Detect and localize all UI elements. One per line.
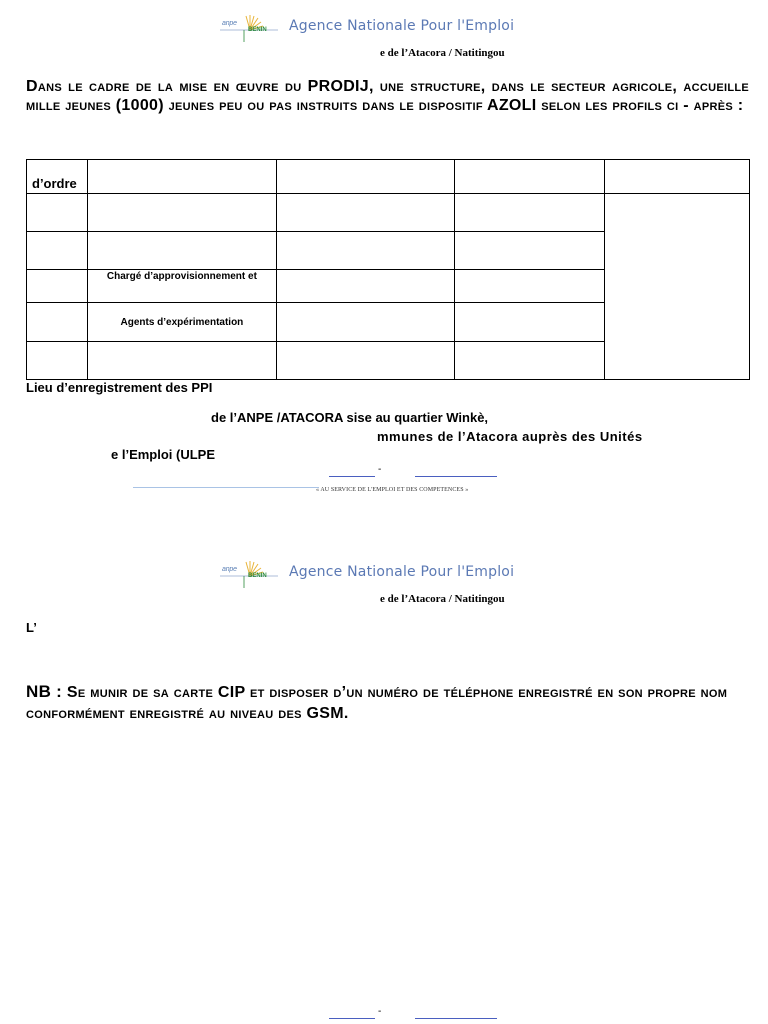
table-cell [454, 270, 605, 303]
footer-link-2[interactable] [415, 466, 497, 477]
table-cell [454, 160, 605, 194]
table-header-row [27, 160, 750, 194]
office-line: e de l’Atacora / Natitingou [380, 47, 505, 59]
table-cell [27, 232, 88, 270]
footer-dash: - [378, 1006, 382, 1017]
header-order-cell: d’ordre [27, 160, 88, 194]
table-cell [87, 160, 276, 194]
intro-paragraph: Dans le cadre de la mise en œuvre du PRODIJ, une structure, dans le secteur agricole, accueille mille jeunes (1000) jeunes peu ou pas instruits dans le dispositif AZOLI selon les profils ci - après : [26, 78, 749, 114]
logo-anpe-text: anpe [222, 20, 237, 27]
table-row [27, 194, 750, 232]
table-cell [454, 303, 605, 342]
logo-benin-text: BENIN [248, 573, 267, 579]
table-cell [276, 194, 454, 232]
agency-title: Agence Nationale Pour l'Emploi [289, 564, 515, 580]
supply-officer-cell: Chargé d’approvisionnement et [87, 270, 276, 303]
table-cell [27, 194, 88, 232]
logo-anpe-text: anpe [222, 566, 237, 573]
table-cell [27, 342, 88, 380]
footer-motto: « AU SERVICE DE L'EMPLOI ET DES COMPETENCES » [316, 487, 469, 493]
table-cell [27, 270, 88, 303]
table-cell [454, 232, 605, 270]
footer-divider [133, 487, 319, 488]
profiles-table [26, 159, 750, 380]
table-cell [454, 342, 605, 380]
page2-footer-links [0, 1008, 768, 1020]
footer-dash: - [378, 464, 382, 475]
nb-text: Se munir de sa carte CIP et disposer d’un numéro de téléphone enregistré en son propre nom conformément enregistré au niveau des GSM. [26, 684, 728, 722]
table-cell [276, 160, 454, 194]
table-cell [605, 160, 750, 194]
office-line: e de l’Atacora / Natitingou [380, 593, 505, 605]
footer-link-2[interactable] [415, 1008, 497, 1019]
page1-footer-links [0, 466, 768, 478]
table-cell [276, 303, 454, 342]
footer-link-1[interactable] [329, 466, 375, 477]
table-merged-cell [605, 194, 750, 380]
logo-benin-text: BENIN [248, 27, 267, 33]
table-cell [87, 342, 276, 380]
anpe-logo [220, 560, 278, 590]
agency-title: Agence Nationale Pour l'Emploi [289, 18, 515, 34]
table-cell [87, 232, 276, 270]
registration-place-label: Lieu d’enregistrement des PPI [26, 380, 213, 395]
nb-label: NB : [26, 682, 63, 701]
table-cell [276, 270, 454, 303]
table-cell [276, 342, 454, 380]
page2-header [0, 546, 768, 606]
anpe-location-line: de l’ANPE /ATACORA sise au quartier Winkè, [211, 410, 489, 425]
table-cell [276, 232, 454, 270]
ulpe-line: e l’Emploi (ULPE [111, 447, 216, 462]
nb-paragraph [26, 681, 749, 724]
anpe-logo [220, 14, 278, 44]
page1-header [0, 0, 768, 60]
table-cell [27, 303, 88, 342]
experimentation-agents-cell: Agents d’expérimentation [87, 303, 276, 342]
table-cell [87, 194, 276, 232]
communes-line: mmunes de l’Atacora auprès des Unités [377, 429, 643, 444]
footer-link-1[interactable] [329, 1008, 375, 1019]
l-fragment: L’ [26, 620, 37, 635]
table-cell [454, 194, 605, 232]
